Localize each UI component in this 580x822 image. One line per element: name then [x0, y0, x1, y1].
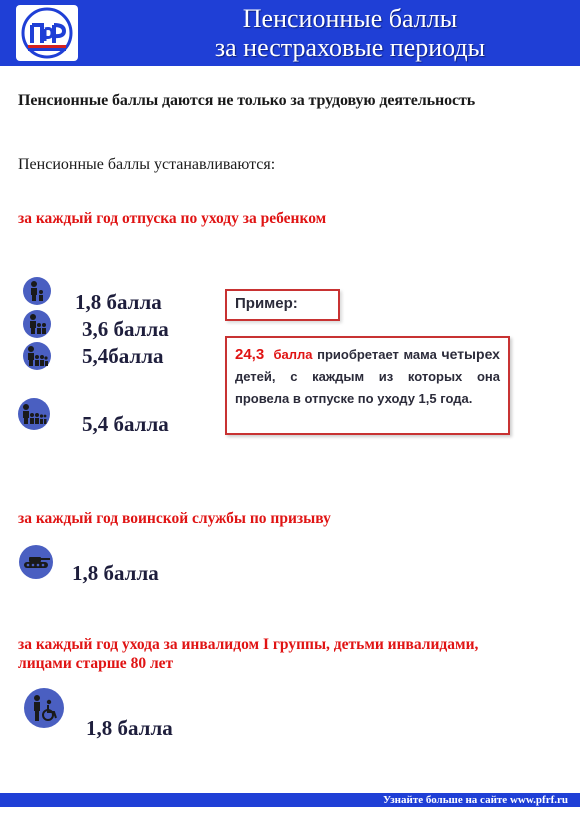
lead-text: Пенсионные баллы даются не только за трудовую деятельность	[18, 92, 476, 109]
section-child-care-title: за каждый год отпуска по уходу за ребенком	[18, 210, 327, 227]
one-child-icon	[23, 277, 51, 305]
disability-care-icon	[24, 688, 64, 728]
value-disability-care: 1,8 балла	[86, 716, 173, 740]
tank-icon	[19, 545, 53, 579]
value-one-child: 1,8 балла	[75, 290, 162, 314]
title-line-2: за нестраховые периоды	[214, 33, 486, 62]
value-two-children: 3,6 балла	[82, 317, 169, 341]
example-label: Пример:	[225, 289, 340, 321]
section-care-title-line-1: за каждый год ухода за инвалидом I группы, детьми инвалидами,	[18, 636, 479, 653]
value-military: 1,8 балла	[72, 561, 159, 585]
example-points: 24,3	[235, 346, 265, 363]
three-children-icon	[23, 342, 51, 370]
value-four-children: 5,4 балла	[82, 412, 169, 436]
example-text-3: четырех	[441, 346, 500, 362]
footer-bar	[0, 793, 580, 807]
header-banner	[0, 0, 580, 66]
section-care-title-line-2: лицами старше 80 лет	[18, 655, 174, 672]
four-children-icon	[18, 398, 50, 430]
example-text-1: балла	[273, 347, 313, 362]
two-children-icon	[23, 310, 51, 338]
subtitle-text: Пенсионные баллы устанавливаются:	[18, 156, 276, 173]
pfr-logo	[16, 5, 78, 61]
example-text-2: приобретает мама	[317, 347, 437, 362]
section-military-title: за каждый год воинской службы по призыву	[18, 510, 331, 527]
title-line-1: Пенсионные баллы	[242, 4, 458, 33]
example-text-4: детей, с каждым из которых она провела в отпуске по уходу 1,5 года.	[235, 369, 500, 406]
example-box	[225, 336, 510, 435]
page-title	[130, 4, 570, 62]
footer-link-text[interactable]: Узнайте больше на сайте www.pfrf.ru	[383, 794, 568, 806]
value-three-children: 5,4балла	[82, 344, 164, 368]
